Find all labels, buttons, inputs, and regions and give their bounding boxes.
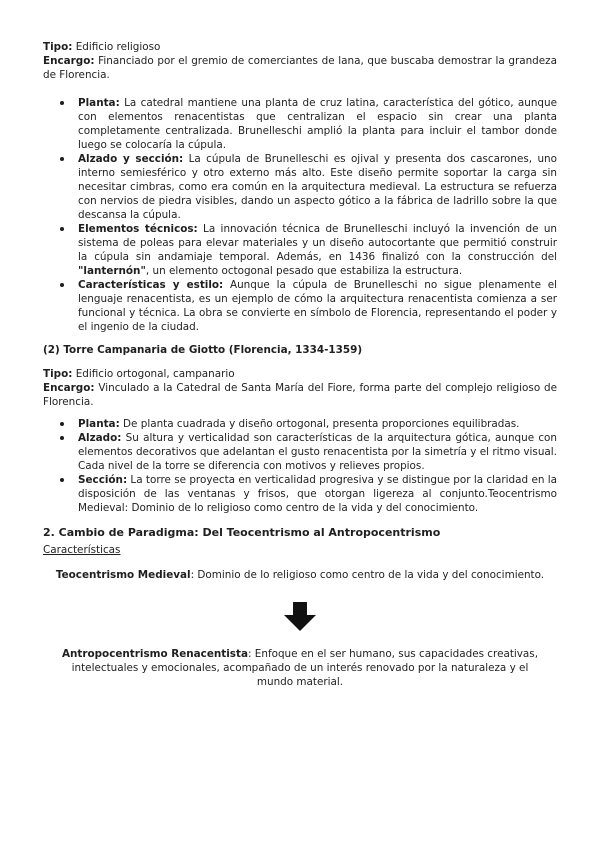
- tipo-line: Tipo: Edificio religioso: [43, 41, 161, 53]
- list-item: Alzado: Su altura y verticalidad son características de la arquitectura gótica, aunque con elementos decorativos que adelantan el gusto renacentista por la simetría y el ritmo visual. Cada nivel de la torre se diferencia con motivos y relieves propios.: [58, 431, 557, 473]
- torre-list: [43, 417, 557, 515]
- list-item: Características y estilo: Aunque la cúpula de Brunelleschi no sigue plenamente el lenguaje renacentista, es un ejemplo de cómo la arquitectura renacentista comienza a ser funcional y técnica. La obra se convierte en símbolo de Florencia, representando el poder y el ingenio de la ciudad.: [58, 278, 557, 334]
- encargo-line: Encargo: Financiado por el gremio de comerciantes de lana, que buscaba demostrar la grandeza de Florencia.: [43, 55, 557, 81]
- cupula-list: [43, 96, 557, 334]
- arrow-down-icon: [283, 602, 317, 632]
- list-item: Planta: De planta cuadrada y diseño ortogonal, presenta proporciones equilibradas.: [58, 417, 557, 431]
- antropocentrismo-line: Antropocentrismo Renacentista: Enfoque en el ser humano, sus capacidades creativas, intelectuales y emocionales, acompañado de un interés renovado por la naturaleza y el mundo material.: [61, 648, 539, 688]
- document-page: [43, 40, 557, 689]
- teocentrismo-line: Teocentrismo Medieval: Dominio de lo religioso como centro de la vida y del conocimiento.: [55, 569, 545, 581]
- torre-encargo-line: Encargo: Vinculado a la Catedral de Santa María del Fiore, forma parte del complejo religioso de Florencia.: [43, 382, 557, 408]
- section-heading: 2. Cambio de Paradigma: Del Teocentrismo al Antropocentrismo: [43, 526, 441, 539]
- caracteristicas-subheading: Características: [43, 544, 121, 556]
- list-item: Alzado y sección: La cúpula de Brunelleschi es ojival y presenta dos cascarones, uno interno semiesférico y otro externo más alto. Este diseño permite soportar la carga sin necesitar cimbras, como era común en la arquitectura medieval. La estructura se refuerza con nervios de piedra visibles, dando un aspecto gótico a la fábrica de ladrillo sobre la que descansa la cúpula.: [58, 152, 557, 222]
- list-item: Sección: La torre se proyecta en verticalidad progresiva y se distingue por la claridad en la disposición de las ventanas y frisos, que otorgan ligereza al conjunto.Teocentrismo Medieval: Dominio de lo religioso como centro de la vida y del conocimiento.: [58, 473, 557, 515]
- list-item: Planta: La catedral mantiene una planta de cruz latina, característica del gótico, aunque con elementos renacentistas que centralizan el espacio sin crear una planta completamente centralizada. Brunelleschi amplió la planta para incluir el tambor donde luego se colocaría la cúpula.: [58, 96, 557, 152]
- list-item: Elementos técnicos: La innovación técnica de Brunelleschi incluyó la invención de un sistema de poleas para elevar materiales y un diseño autocortante que permitió construir la cúpula sin andamiaje temporal. Además, en 1436 finalizó con la construcción del "lanternón", un elemento octogonal pesado que estabiliza la estructura.: [58, 222, 557, 278]
- torre-tipo-line: Tipo: Edificio ortogonal, campanario: [43, 368, 235, 380]
- torre-heading: (2) Torre Campanaria de Giotto (Florencia, 1334-1359): [43, 344, 363, 356]
